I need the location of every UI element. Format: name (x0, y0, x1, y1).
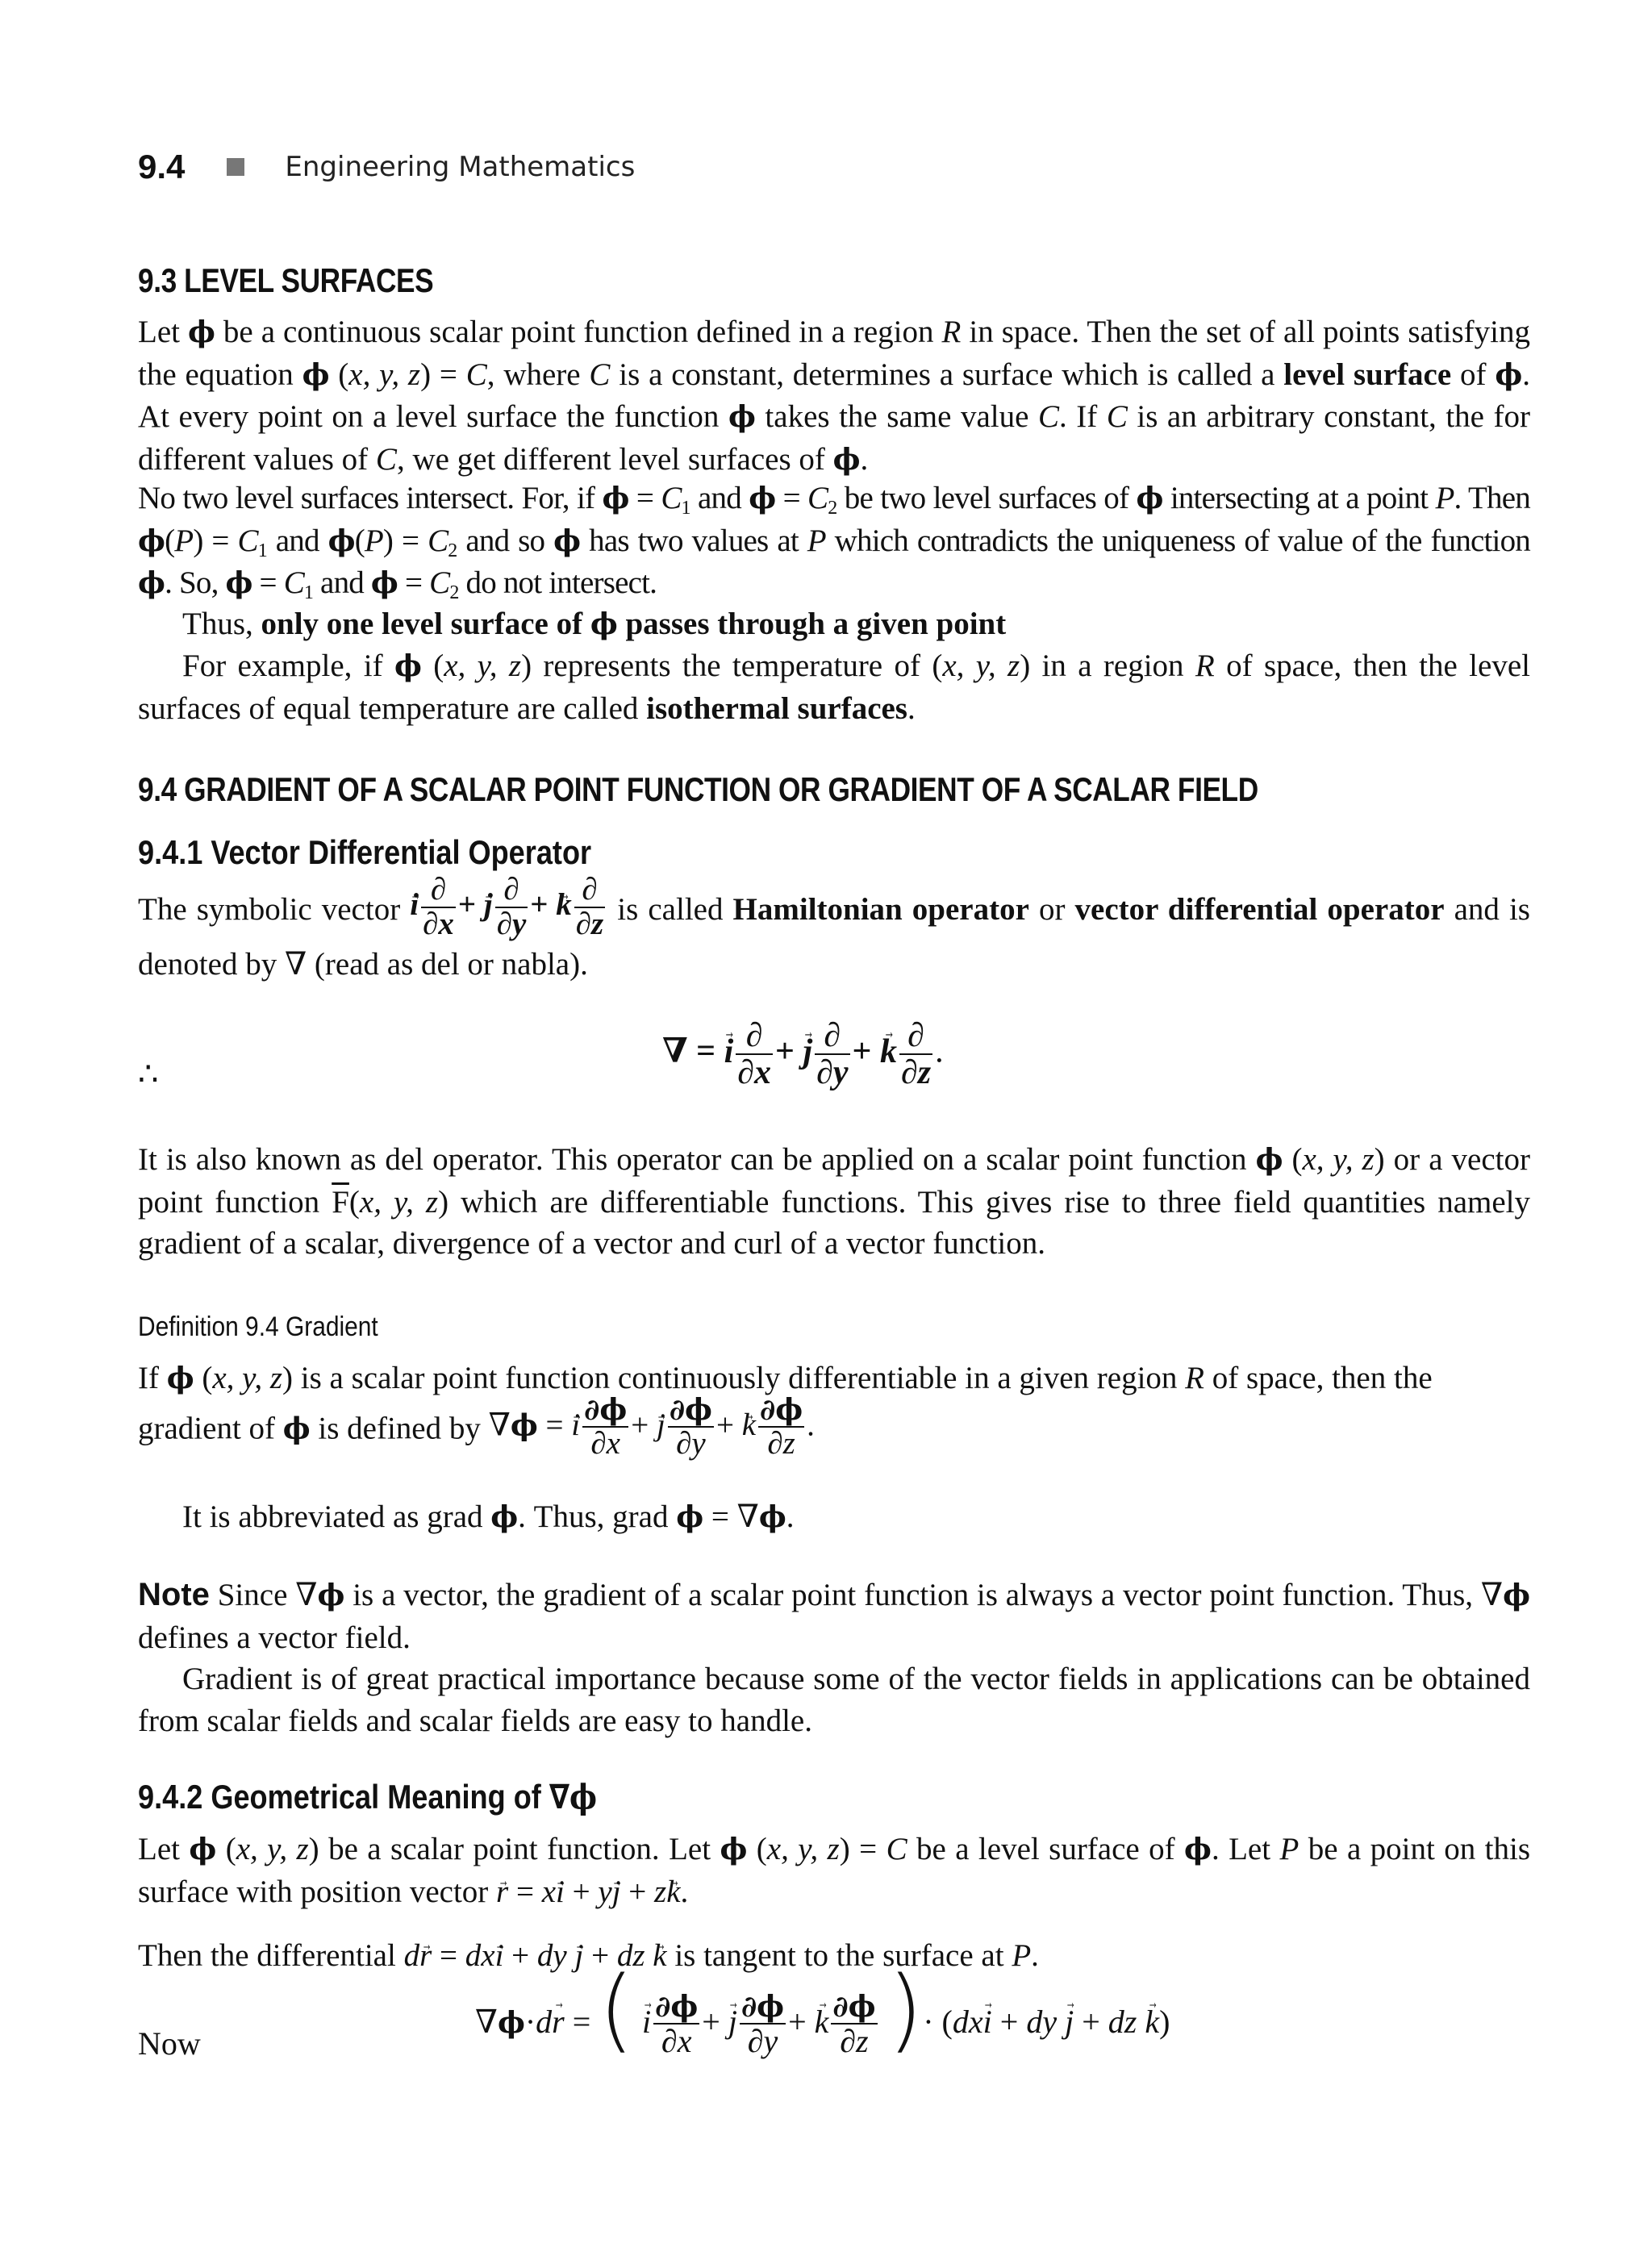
paragraph-grad-abbreviation: It is abbreviated as grad ϕ. Thus, grad ϕ = ∇ϕ. (182, 1499, 795, 1534)
definition-heading: Definition 9.4 Gradient (138, 1311, 378, 1342)
running-header (138, 148, 635, 186)
paragraph-isothermal: For example, if ϕ (x, y, z) represents the temperature of (x, y, z) in a region R of space, then the level surfaces of equal temperature are called isothermal surfaces. (138, 648, 1530, 726)
note-paragraph: Note Since ∇ϕ is a vector, the gradient of a scalar point function is always a vector point function. Thus, ∇ϕ defines a vector field. (138, 1577, 1530, 1655)
subsection-heading-9-4-1: 9.4.1 Vector Differential Operator (138, 833, 592, 871)
paragraph-gradient-definition: If ϕ (x, y, z) is a scalar point function continuously differentiable in a given region R of space, then the (138, 1361, 1433, 1395)
differential-formula: d→ r = dx→ i + dy → j + dz → k (404, 1938, 667, 1973)
book-title: Engineering Mathematics (285, 151, 636, 183)
paragraph-geometrical-meaning: Let ϕ (x, y, z) be a scalar point function. Let ϕ (x, y, z) = C be a level surface of ϕ. Let P be a point on this surface with position vector → r = x→ i + y→ j + z→ k. (138, 1829, 1530, 1912)
gradient-formula: ∇ϕ = → i $\frac{\partial\phi}{\partial x}$ + → j $\frac{\partial\phi}{\partial y}$ + → k $\frac{\partial\phi}{\partial z}$ . (489, 1395, 815, 1461)
paragraph-del-operator: It is also known as del operator. This operator can be applied on a scalar point function ϕ (x, y, z) or a vector point function $\overline{F}(x$, y, z) which are differentiable functions. This gives rise to three field quantities namely gradient of a scalar, divergence of a vector and curl of a vector function. (138, 1142, 1530, 1261)
section-heading-9-4: 9.4 GRADIENT OF A SCALAR POINT FUNCTION OR GRADIENT OF A SCALAR FIELD (138, 770, 1258, 808)
therefore-symbol: ∴ (138, 1056, 159, 1092)
dot-product-equation: ∇ϕ·d→ r = ( → i $\frac{\partial\phi}{\partial x}$ + → j $\frac{\partial\phi}{\partial y}$ + → k $\frac{\partial\phi}{\partial z}$ )· (dx→ i + dy → j + dz → k) (475, 1992, 1170, 2058)
paragraph-level-surface-definition: Let ϕ be a continuous scalar point function defined in a region R in space. Then the set of all points satisfying the equation ϕ (x, y, z) = C, where C is a constant, determines a surface which is called a level surface of ϕ. At every point on a level surface the function ϕ takes the same value C. If C is an arbitrary constant, the for different values of C, we get different level surfaces of ϕ. (138, 315, 1531, 477)
paragraph-one-level-surface: Thus, only one level surface of ϕ passes through a given point (182, 607, 1007, 641)
paragraph-hamiltonian: The symbolic vector → i $\frac{\partial}{\partial x}$ + → j $\frac{\partial}{\partial y}$ + → k $\frac{\partial}{\partial z}$ is called Hamiltonian operator or vector differential operator and is denoted by ∇ (read as del or nabla). (138, 883, 1530, 988)
note-label: Note (138, 1577, 210, 1612)
paragraph-differential-tangent: Then the differential d→ r = dx→ i + dy → j + dz → k is tangent to the surface at P. (138, 1935, 1530, 1977)
now-label: Now (138, 2025, 201, 2062)
position-vector-formula: → r = x→ i + y→ j + z→ k. (496, 1874, 688, 1909)
subsection-heading-9-4-2: 9.4.2 Geometrical Meaning of ∇ϕ (138, 1777, 598, 1816)
section-heading-9-3: 9.3 LEVEL SURFACES (138, 261, 434, 299)
paragraph-no-intersection: No two level surfaces intersect. For, if $\phi = C_1$ and $\phi = C_2$ be two level surfaces of ϕ intersecting at a point P. Then $\phi(P) = C_1$ and $\phi(P) = C_2$ and so ϕ has two values at P which contradicts the uniqueness of value of the function ϕ. So, $\phi = C_1$ and $\phi = C_2$ do not intersect. (138, 481, 1530, 603)
hamiltonian-inline-formula: → i $\frac{\partial}{\partial x}$ + → j $\frac{\partial}{\partial y}$ + → k $\frac{\partial}{\partial z}$ (410, 874, 607, 941)
paragraph-gradient-formula: gradient of ϕ is defined by ∇ϕ = → i $\frac{\partial\phi}{\partial x}$ + → j $\frac{\partial\phi}{\partial y}$ + → k $\frac{\partial\phi}{\partial z}$ . (138, 1402, 1530, 1461)
page-number: 9.4 (138, 148, 186, 186)
header-square-icon (227, 158, 244, 176)
paragraph-gradient-importance: Gradient is of great practical importance because some of the vector fields in applications can be obtained from scalar fields and scalar fields are easy to handle. (138, 1662, 1530, 1738)
nabla-definition-equation: ∇ = → i $\frac{\partial}{\partial x}$ + → j $\frac{\partial}{\partial y}$ + → k $\frac{\partial}{\partial z}$ . (662, 1018, 944, 1090)
